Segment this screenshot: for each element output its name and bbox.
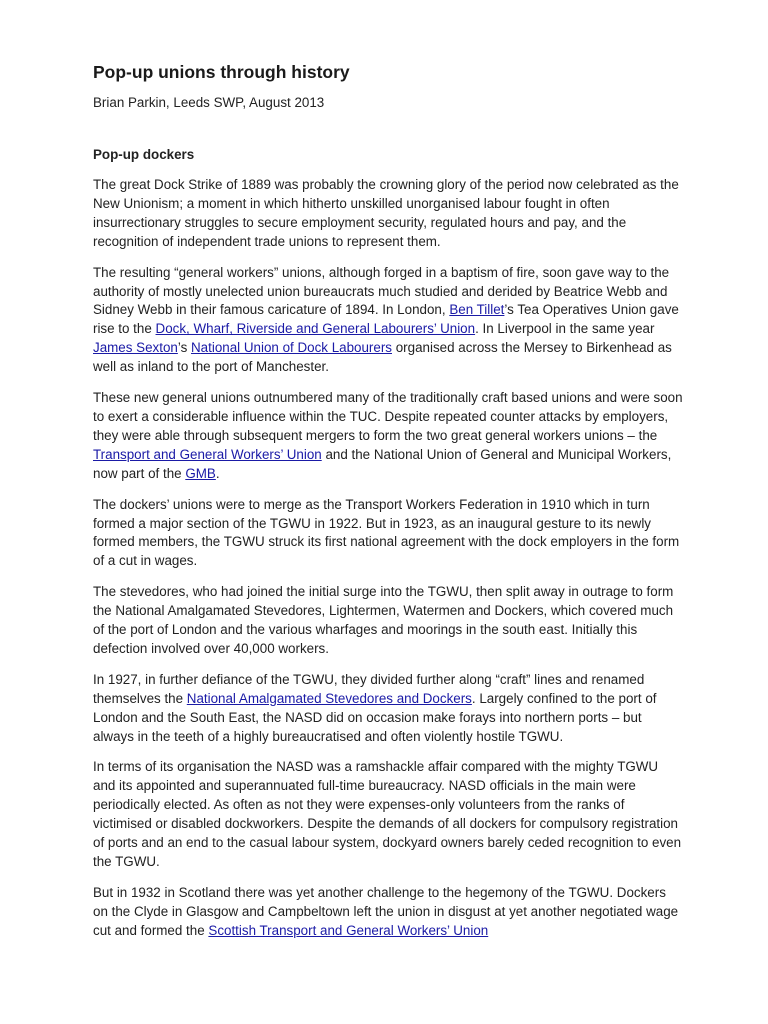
paragraph-text: The resulting “general workers” unions, although forged in a baptism of fire, soon gave way to the authority of mostly unelected union bureaucrats much studied and derided by Beatrice Webb and Sidney Webb in their famous caricature of 1894. In London, bbox=[93, 264, 670, 318]
paragraph-6 bbox=[93, 671, 683, 747]
paragraph-2 bbox=[93, 264, 683, 377]
paragraph-5: The stevedores, who had joined the initial surge into the TGWU, then split away in outrage to form the National Amalgamated Stevedores, Lightermen, Watermen and Dockers, which covered much of the port of London and the various wharfages and moorings in the south east. Initially this defection involved over 40,000 workers. bbox=[93, 584, 674, 656]
paragraph-7: In terms of its organisation the NASD was a ramshackle affair compared with the mighty TGWU and its appointed and superannuated full-time bureaucracy. NASD officials in the main were periodically elected. As often as not they were expenses-only volunteers from the ranks of victimised or disabled dockworkers. Despite the demands of all dockers for compulsory registration of ports and an end to the casual labour system, dockyard owners barely ceded recognition to even the TGWU. bbox=[93, 759, 682, 869]
paragraph-text: ’s Tea Operatives Union gave rise to the bbox=[93, 302, 679, 337]
paragraph-1: The great Dock Strike of 1889 was probably the crowning glory of the period now celebrated as the New Unionism; a moment in which hitherto unskilled unorganised labour fought in often insurrectionary struggles to secure employment security, regulated hours and pay, and the recognition of independent trade unions to represent them. bbox=[93, 177, 679, 249]
paragraph-3 bbox=[93, 389, 683, 484]
paragraph-text: and the National Union of General and Municipal Workers, now part of the bbox=[93, 446, 672, 481]
paragraph-text: . In Liverpool in the same year bbox=[475, 321, 655, 337]
article-byline: Brian Parkin, Leeds SWP, August 2013 bbox=[93, 95, 325, 110]
article bbox=[93, 60, 683, 953]
link-scottish-tgwu[interactable]: Scottish Transport and General Workers’ Union bbox=[208, 922, 489, 938]
paragraph-text: These new general unions outnumbered many of the traditionally craft based unions and were soon to exert a considerable influence within the TUC. Despite repeated counter attacks by employers, they were able through subsequent mergers to form the two great general workers unions – the bbox=[93, 390, 683, 443]
link-dock-wharf-union[interactable]: Dock, Wharf, Riverside and General Labourers’ Union bbox=[155, 321, 476, 337]
paragraph-text: ’s bbox=[177, 340, 192, 356]
paragraph-4: The dockers’ unions were to merge as the Transport Workers Federation in 1910 which in turn formed a major section of the TGWU in 1922. But in 1923, as an inaugural gesture to its newly formed members, the TGWU struck its first national agreement with the dock employers in the form of a cut in wages. bbox=[93, 496, 680, 569]
paragraph-text: . Largely confined to the port of London and the South East, the NASD did on occasion make forays into northern ports – but always in the teeth of a highly bureaucratised and often violently hostile TGWU. bbox=[93, 690, 657, 744]
paragraph-8 bbox=[93, 884, 683, 941]
paragraph-text: But in 1932 in Scotland there was yet another challenge to the hegemony of the TGWU. Dockers on the Clyde in Glasgow and Campbeltown left the union in disgust at yet another negotiated wage cut and formed the bbox=[93, 884, 679, 938]
link-james-sexton[interactable]: James Sexton bbox=[93, 340, 178, 356]
article-title: Pop-up unions through history bbox=[93, 62, 350, 82]
paragraph-text: . bbox=[215, 465, 220, 481]
link-gmb[interactable]: GMB bbox=[185, 465, 216, 481]
link-national-union-dock-labourers[interactable]: National Union of Dock Labourers bbox=[191, 340, 392, 356]
paragraph-text: In 1927, in further defiance of the TGWU, they divided further along “craft” lines and renamed themselves the bbox=[93, 671, 645, 706]
link-ben-tillet[interactable]: Ben Tillet bbox=[449, 302, 505, 318]
link-nasd[interactable]: National Amalgamated Stevedores and Dockers bbox=[186, 690, 472, 706]
link-tgwu[interactable]: Transport and General Workers’ Union bbox=[93, 446, 322, 462]
paragraph-text: organised across the Mersey to Birkenhead as well as inland to the port of Manchester. bbox=[93, 340, 672, 375]
section-heading: Pop-up dockers bbox=[93, 147, 195, 162]
